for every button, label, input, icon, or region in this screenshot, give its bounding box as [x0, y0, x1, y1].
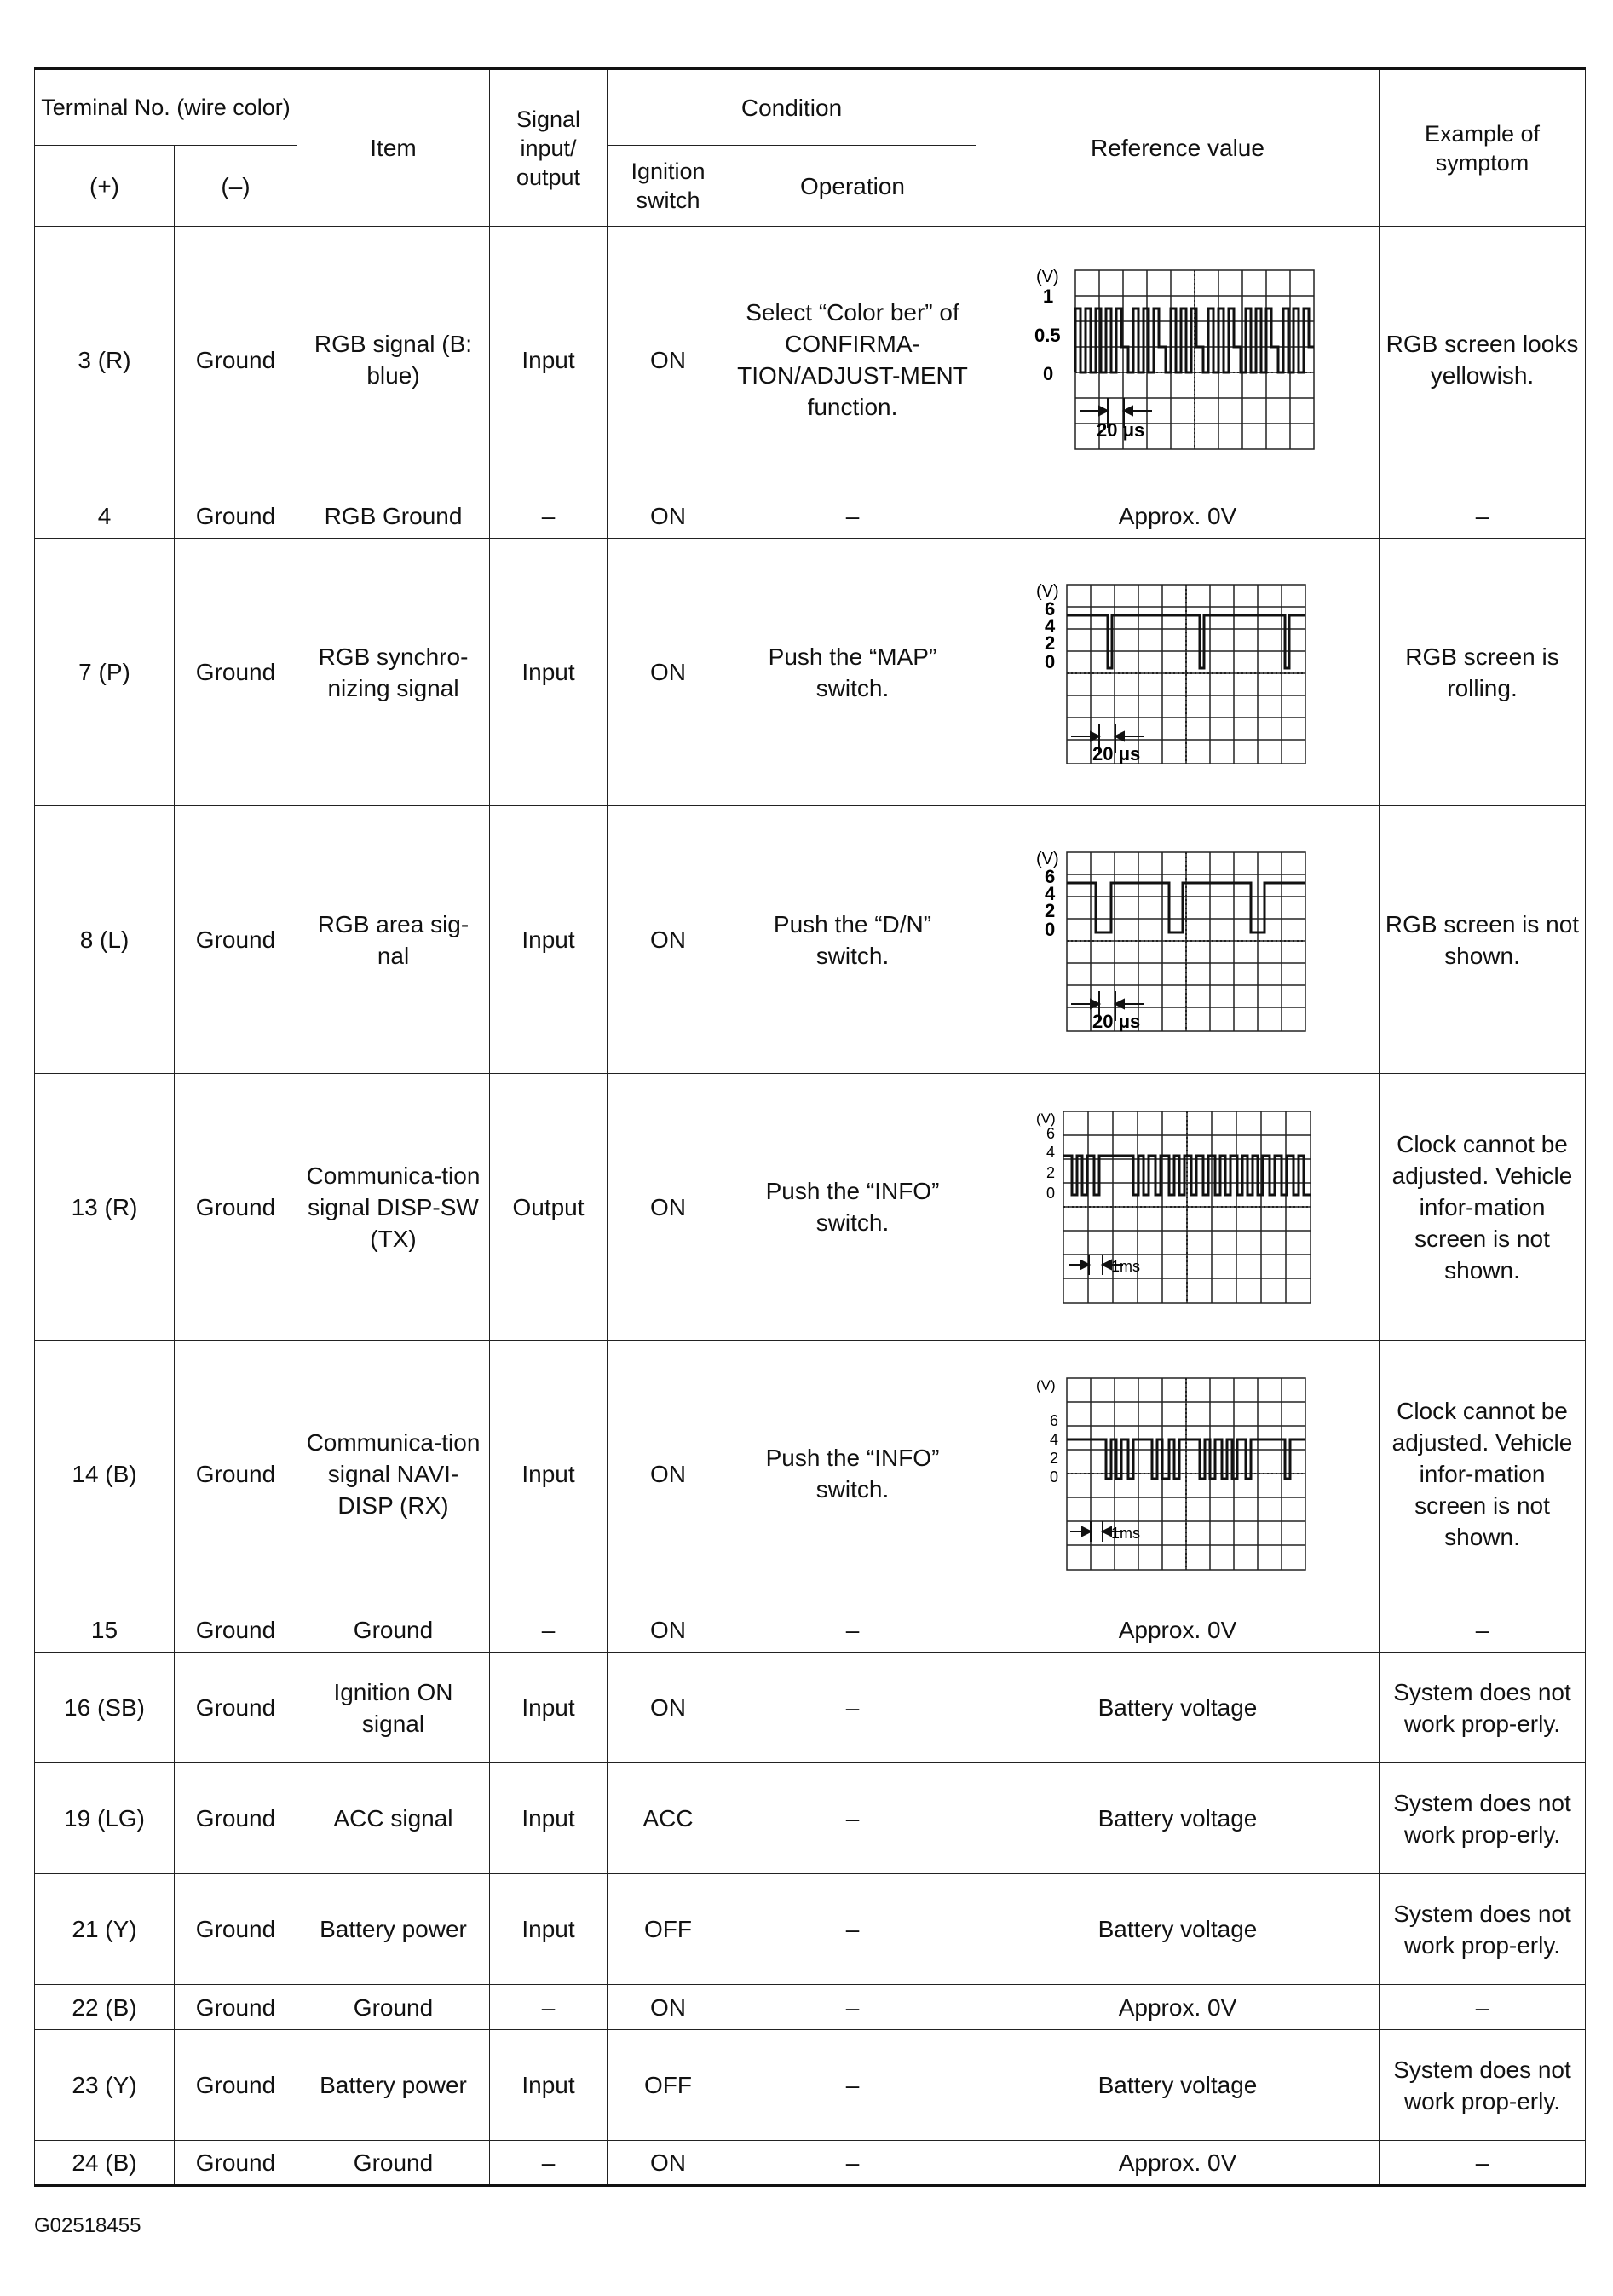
header-operation: Operation: [729, 146, 976, 227]
scope-tick: 2: [1045, 632, 1056, 654]
operation: –: [729, 1763, 976, 1874]
signal-io: Output: [490, 1074, 608, 1341]
scope-tick: 2: [1050, 1450, 1059, 1467]
scope-tick: 0: [1043, 363, 1054, 384]
item: Ground: [297, 1607, 490, 1653]
operation: –: [729, 2141, 976, 2186]
reference-value: Battery voltage: [976, 1653, 1380, 1763]
scope-tick: 4: [1050, 1431, 1059, 1448]
example-symptom: System does not work prop-erly.: [1380, 1763, 1586, 1874]
header-terminal-no: Terminal No. (wire color): [35, 69, 297, 146]
scope-tick: 6: [1045, 597, 1056, 620]
terminal-minus: Ground: [175, 1653, 297, 1763]
terminal-minus: Ground: [175, 2030, 297, 2141]
ignition-switch: ON: [608, 1985, 729, 2030]
ignition-switch: ON: [608, 1341, 729, 1607]
scope-time-label: 20 μs: [1092, 1010, 1141, 1032]
reference-value: Approx. 0V: [976, 493, 1380, 539]
operation: Push the “INFO” switch.: [729, 1074, 976, 1341]
example-symptom: –: [1380, 493, 1586, 539]
terminal-plus: 16 (SB): [35, 1653, 175, 1763]
header-example-symptom: Example of symptom: [1380, 69, 1586, 227]
terminal-minus: Ground: [175, 2141, 297, 2186]
operation: Push the “D/N” switch.: [729, 806, 976, 1074]
item: ACC signal: [297, 1763, 490, 1874]
scope-unit: (V): [1036, 1111, 1056, 1127]
example-symptom: RGB screen looks yellowish.: [1380, 227, 1586, 493]
scope-time-label: 20 μs: [1092, 742, 1141, 764]
reference-value: Approx. 0V: [976, 1985, 1380, 2030]
signal-io: Input: [490, 1653, 608, 1763]
scope-tick: 2: [1046, 1164, 1056, 1181]
example-symptom: System does not work prop-erly.: [1380, 1653, 1586, 1763]
terminal-minus: Ground: [175, 1074, 297, 1341]
signal-io: –: [490, 2141, 608, 2186]
signal-io: –: [490, 1607, 608, 1653]
terminal-minus: Ground: [175, 806, 297, 1074]
reference-value: [976, 1074, 1380, 1341]
ignition-switch: ON: [608, 1653, 729, 1763]
header-ignition-switch: Ignition switch: [608, 146, 729, 227]
terminal-plus: 3 (R): [35, 227, 175, 493]
ignition-switch: ON: [608, 2141, 729, 2186]
scope-tick: 1: [1043, 286, 1054, 307]
signal-io: Input: [490, 1874, 608, 1985]
terminal-plus: 8 (L): [35, 806, 175, 1074]
example-symptom: RGB screen is not shown.: [1380, 806, 1586, 1074]
terminal-plus: 24 (B): [35, 2141, 175, 2186]
example-symptom: –: [1380, 1985, 1586, 2030]
header-minus: (–): [175, 146, 297, 227]
scope-tick: 0.5: [1034, 325, 1061, 346]
table-row: [35, 1874, 1586, 1985]
item: Battery power: [297, 2030, 490, 2141]
terminal-minus: Ground: [175, 539, 297, 806]
operation: Push the “INFO” switch.: [729, 1341, 976, 1607]
terminal-plus: 15: [35, 1607, 175, 1653]
table-row: [35, 493, 1586, 539]
table-row: [35, 806, 1586, 1074]
terminal-minus: Ground: [175, 1985, 297, 2030]
terminal-reference-table: [34, 67, 1586, 2187]
operation: –: [729, 1653, 976, 1763]
signal-io: Input: [490, 227, 608, 493]
item: Battery power: [297, 1874, 490, 1985]
reference-value: [976, 806, 1380, 1074]
reference-value: Approx. 0V: [976, 2141, 1380, 2186]
table-row: [35, 227, 1586, 493]
header-signal-io: Signal input/ output: [490, 69, 608, 227]
header-reference-value: Reference value: [976, 69, 1380, 227]
scope-unit: (V): [1036, 268, 1059, 286]
terminal-minus: Ground: [175, 227, 297, 493]
terminal-plus: 19 (LG): [35, 1763, 175, 1874]
waveform-r7: [1033, 574, 1322, 770]
terminal-minus: Ground: [175, 1341, 297, 1607]
header-plus: (+): [35, 146, 175, 227]
example-symptom: –: [1380, 2141, 1586, 2186]
terminal-plus: 7 (P): [35, 539, 175, 806]
item: Communica-tion signal NAVI- DISP (RX): [297, 1341, 490, 1607]
reference-value: Approx. 0V: [976, 1607, 1380, 1653]
operation: –: [729, 1607, 976, 1653]
terminal-plus: 4: [35, 493, 175, 539]
reference-value: Battery voltage: [976, 1874, 1380, 1985]
terminal-minus: Ground: [175, 493, 297, 539]
ignition-switch: ON: [608, 806, 729, 1074]
table-row: [35, 539, 1586, 806]
signal-io: Input: [490, 1763, 608, 1874]
item: RGB signal (B: blue): [297, 227, 490, 493]
terminal-minus: Ground: [175, 1607, 297, 1653]
scope-unit: (V): [1036, 1377, 1056, 1393]
scope-tick: 6: [1046, 1125, 1056, 1142]
scope-tick: 6: [1050, 1412, 1059, 1429]
signal-io: –: [490, 493, 608, 539]
scope-unit: (V): [1036, 581, 1059, 601]
waveform-r14: [1033, 1371, 1322, 1576]
operation: –: [729, 2030, 976, 2141]
scope-time-label: 1ms: [1111, 1258, 1141, 1275]
signal-io: Input: [490, 539, 608, 806]
table-row: [35, 2030, 1586, 2141]
scope-tick: 0: [1046, 1185, 1056, 1202]
scope-time-label: 20 μs: [1097, 419, 1145, 441]
example-symptom: System does not work prop-erly.: [1380, 2030, 1586, 2141]
example-symptom: Clock cannot be adjusted. Vehicle infor-mation screen is not shown.: [1380, 1341, 1586, 1607]
waveform-r8: [1033, 842, 1322, 1038]
ignition-switch: ON: [608, 1074, 729, 1341]
header-condition: Condition: [608, 69, 976, 146]
item: Ground: [297, 1985, 490, 2030]
table-row: [35, 1607, 1586, 1653]
scope-tick: 2: [1045, 899, 1056, 921]
scope-tick: 4: [1045, 614, 1056, 637]
reference-value: Battery voltage: [976, 1763, 1380, 1874]
scope-unit: (V): [1036, 849, 1059, 868]
item: RGB Ground: [297, 493, 490, 539]
table-row: [35, 1653, 1586, 1763]
table-row: [35, 1074, 1586, 1341]
operation: Push the “MAP” switch.: [729, 539, 976, 806]
terminal-minus: Ground: [175, 1763, 297, 1874]
signal-io: –: [490, 1985, 608, 2030]
terminal-plus: 22 (B): [35, 1985, 175, 2030]
ignition-switch: OFF: [608, 1874, 729, 1985]
operation: –: [729, 493, 976, 539]
operation: –: [729, 1985, 976, 2030]
example-symptom: –: [1380, 1607, 1586, 1653]
figure-code: G02518455: [34, 2214, 141, 2237]
header-item: Item: [297, 69, 490, 227]
example-symptom: Clock cannot be adjusted. Vehicle infor-mation screen is not shown.: [1380, 1074, 1586, 1341]
operation: –: [729, 1874, 976, 1985]
terminal-plus: 23 (Y): [35, 2030, 175, 2141]
terminal-plus: 13 (R): [35, 1074, 175, 1341]
example-symptom: RGB screen is rolling.: [1380, 539, 1586, 806]
scope-tick: 4: [1045, 882, 1056, 904]
scope-tick: 6: [1045, 865, 1056, 887]
reference-value: [976, 1341, 1380, 1607]
scope-tick: 0: [1045, 650, 1056, 672]
item: Communica-tion signal DISP-SW (TX): [297, 1074, 490, 1341]
item: Ground: [297, 2141, 490, 2186]
table-row: [35, 1763, 1586, 1874]
table-row: [35, 2141, 1586, 2186]
ignition-switch: ON: [608, 1607, 729, 1653]
scope-tick: 4: [1046, 1144, 1056, 1161]
scope-tick: 0: [1045, 918, 1056, 940]
table-row: [35, 1341, 1586, 1607]
terminal-plus: 14 (B): [35, 1341, 175, 1607]
waveform-r3: [1033, 262, 1322, 458]
example-symptom: System does not work prop-erly.: [1380, 1874, 1586, 1985]
scope-tick: 0: [1050, 1468, 1059, 1485]
signal-io: Input: [490, 806, 608, 1074]
ignition-switch: OFF: [608, 2030, 729, 2141]
ignition-switch: ON: [608, 227, 729, 493]
table-row: [35, 1985, 1586, 2030]
signal-io: Input: [490, 2030, 608, 2141]
item: RGB synchro-nizing signal: [297, 539, 490, 806]
ignition-switch: ON: [608, 539, 729, 806]
terminal-plus: 21 (Y): [35, 1874, 175, 1985]
scope-time-label: 1ms: [1111, 1525, 1141, 1542]
ignition-switch: ON: [608, 493, 729, 539]
ignition-switch: ACC: [608, 1763, 729, 1874]
reference-value: [976, 227, 1380, 493]
operation: Select “Color ber” of CONFIRMA-TION/ADJUST-MENT function.: [729, 227, 976, 493]
item: RGB area sig-nal: [297, 806, 490, 1074]
reference-value: Battery voltage: [976, 2030, 1380, 2141]
waveform-r13: [1033, 1105, 1322, 1309]
terminal-minus: Ground: [175, 1874, 297, 1985]
signal-io: Input: [490, 1341, 608, 1607]
reference-value: [976, 539, 1380, 806]
item: Ignition ON signal: [297, 1653, 490, 1763]
